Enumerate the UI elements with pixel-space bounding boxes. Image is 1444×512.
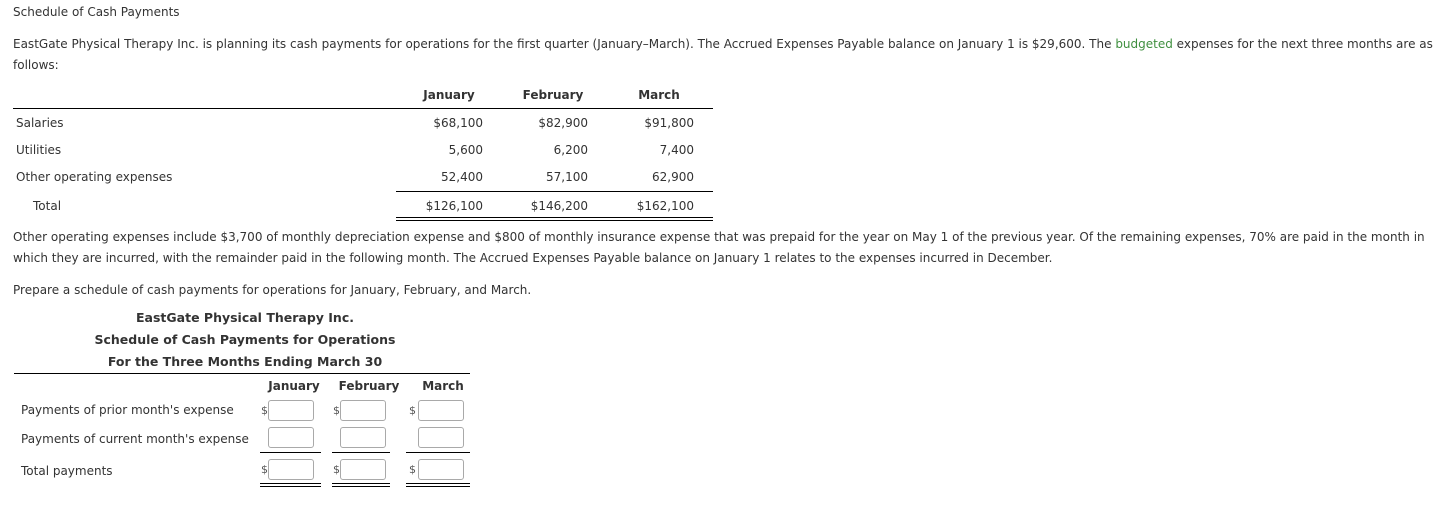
budget-cell: 7,400 (659, 143, 694, 157)
total-double-rule-january-1 (260, 483, 321, 484)
current-month-january-input[interactable] (268, 427, 314, 448)
budget-cell: 52,400 (441, 170, 483, 184)
schedule-title: Schedule of Cash Payments for Operations (94, 332, 396, 347)
subtotal-rule-march (406, 452, 470, 453)
budget-row-label: Utilities (16, 143, 62, 157)
budget-cell: 62,900 (652, 170, 694, 184)
budget-total-cell: $162,100 (636, 199, 694, 213)
budget-total-cell: $126,100 (425, 199, 483, 213)
schedule-period: For the Three Months Ending March 30 (107, 354, 383, 369)
prior-month-march-input[interactable] (418, 400, 464, 421)
dollar-sign: $ (409, 463, 416, 476)
budgeted-link[interactable]: budgeted (1115, 37, 1173, 51)
budget-row-label: Salaries (16, 116, 64, 130)
budget-total-double-rule-2 (396, 220, 713, 221)
schedule-row-label-current: Payments of current month's expense (21, 432, 249, 446)
budget-header-january: January (423, 88, 475, 102)
dollar-sign: $ (333, 463, 340, 476)
dollar-sign: $ (333, 404, 340, 417)
schedule-company-name: EastGate Physical Therapy Inc. (136, 310, 354, 325)
budget-cell: 57,100 (546, 170, 588, 184)
prior-month-january-input[interactable] (268, 400, 314, 421)
budget-row-label: Other operating expenses (16, 170, 173, 184)
instruction-text: Prepare a schedule of cash payments for operations for January, February, and March. (13, 283, 532, 297)
intro-text-1: EastGate Physical Therapy Inc. is planning its cash payments for operations for the first quarter (January–March). The Accrued Expenses Payable balance on January 1 is $29,600. The (13, 37, 1116, 51)
budget-header-rule (13, 108, 713, 109)
schedule-row-label-total: Total payments (21, 464, 113, 478)
budget-total-label: Total (33, 199, 62, 213)
dollar-sign: $ (261, 463, 268, 476)
total-double-rule-february-1 (332, 483, 390, 484)
current-month-february-input[interactable] (340, 427, 386, 448)
subtotal-rule-january (260, 452, 321, 453)
budget-cell: $68,100 (433, 116, 483, 130)
schedule-header-march: March (422, 379, 464, 393)
budget-header-february: February (522, 88, 584, 102)
prior-month-february-input[interactable] (340, 400, 386, 421)
budget-cell: 5,600 (448, 143, 483, 157)
budget-header-march: March (638, 88, 680, 102)
total-double-rule-march-1 (406, 483, 470, 484)
total-double-rule-january-2 (260, 486, 321, 487)
schedule-row-label-prior: Payments of prior month's expense (21, 403, 234, 417)
current-month-march-input[interactable] (418, 427, 464, 448)
intro-paragraph (13, 34, 1435, 76)
total-double-rule-february-2 (332, 486, 390, 487)
dollar-sign: $ (409, 404, 416, 417)
schedule-header-february: February (338, 379, 400, 393)
budget-total-double-rule-1 (396, 217, 713, 218)
intro-text-2: expenses for the next three months are as follows: (13, 37, 1433, 72)
budget-cell: $91,800 (644, 116, 694, 130)
total-double-rule-march-2 (406, 486, 470, 487)
budget-total-cell: $146,200 (530, 199, 588, 213)
subtotal-rule-february (332, 452, 390, 453)
budget-cell: 6,200 (553, 143, 588, 157)
budget-subtotal-rule (396, 191, 713, 192)
total-payments-february-input[interactable] (340, 459, 386, 480)
dollar-sign: $ (261, 404, 268, 417)
schedule-header-january: January (268, 379, 320, 393)
page-title: Schedule of Cash Payments (13, 5, 180, 19)
total-payments-march-input[interactable] (418, 459, 464, 480)
budget-cell: $82,900 (538, 116, 588, 130)
note-paragraph: Other operating expenses include $3,700 of monthly depreciation expense and $800 of monthly insurance expense that was prepaid for the year on May 1 of the previous year. Of the remaining expenses, 70% are paid in the month in which they are incurred, with the remainder paid in the following month. The Accrued Expenses Payable balance on January 1 relates to the expenses incurred in December. (13, 230, 1425, 265)
total-payments-january-input[interactable] (268, 459, 314, 480)
schedule-title-rule (14, 373, 470, 374)
